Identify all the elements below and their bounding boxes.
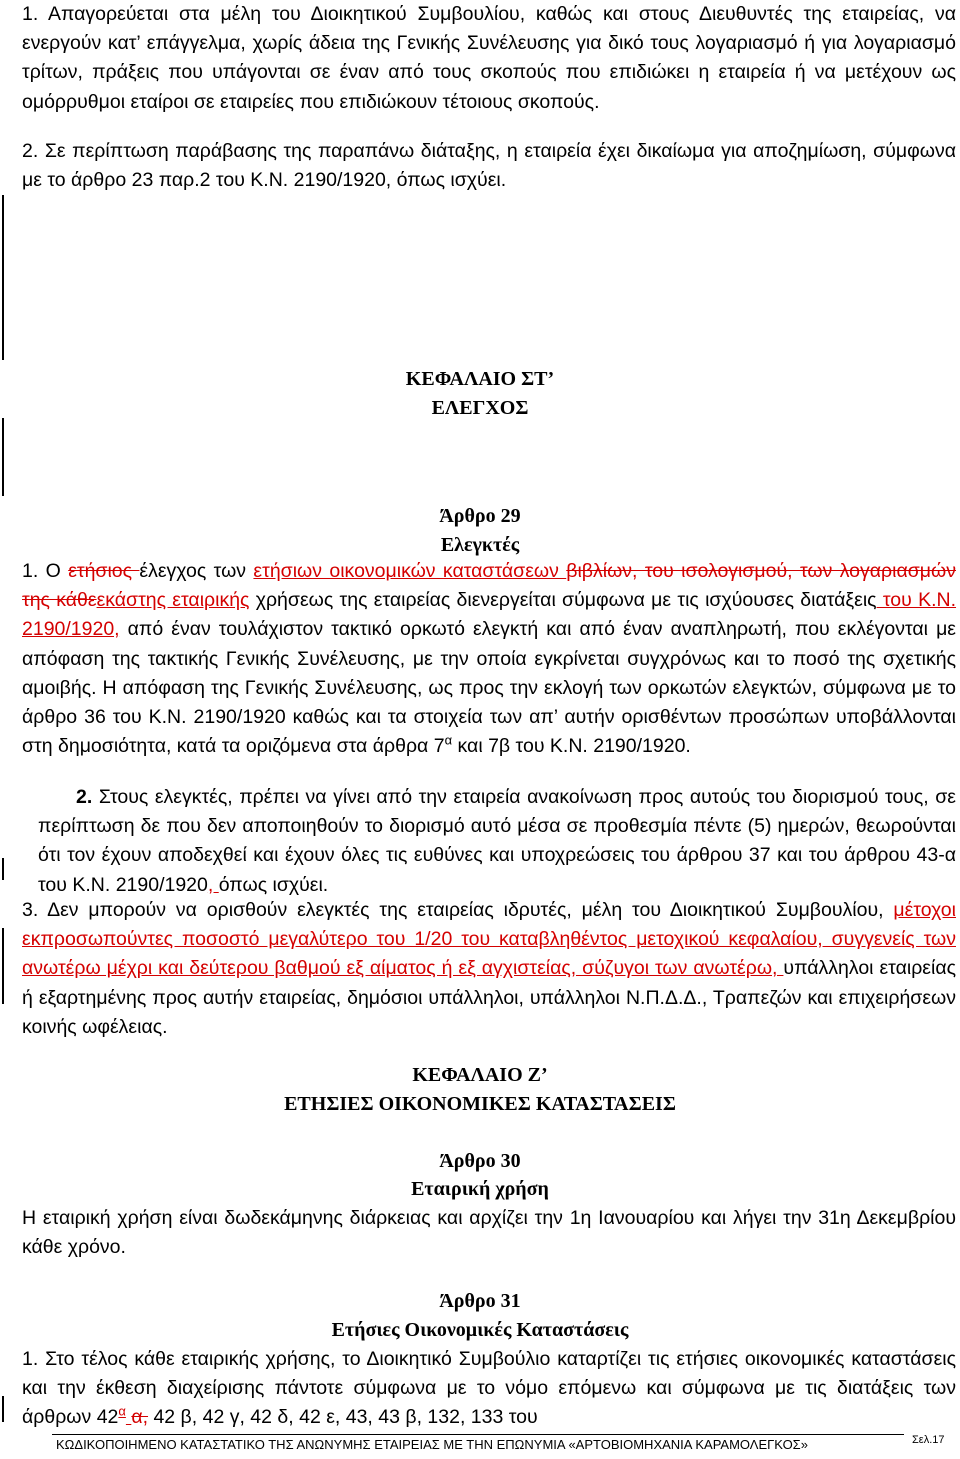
inserted-text: ετήσιων οικονομικών καταστάσεων: [253, 560, 567, 582]
inserted-text: ,: [207, 873, 219, 896]
article-30-title: Άρθρο 30: [439, 1150, 521, 1172]
paragraph-text: 2. Σε περίπτωση παράβασης της παραπάνω διάταξης, η εταιρεία έχει δικαίωμα για αποζημίωση, σύμφωνα με το άρθρο 23 παρ.2 του Κ.Ν. 2190/1920, όπως ισχύει.: [22, 140, 956, 192]
paragraph-text: 1. Απαγορεύεται στα μέλη του Διοικητικού Συμβουλίου, καθώς και στους Διευθυντές της εταιρείας, να ενεργούν κατ’ επάγγελμα, χωρίς άδεια της Γενικής Συνέλευσης για δικό τους λογαριασμό ή για λογαριασμό τρίτων, πράξεις που υπάγονται σε έναν από τους σκοπούς που επιδιώκει η εταιρεία ή να μετέχουν ως ομόρρυθμοι εταίροι σε εταιρείες που επιδιώκουν τέτοιους σκοπούς.: [22, 3, 956, 113]
inserted-text: μέτοχοι εκπροσωπούντες ποσοστό μεγαλύτερο του 1/20 του καταβληθέντος μετοχικού κεφαλαίου, συγγενείς των ανωτέρω μέχρι και δεύτερου βαθμού εξ αίματος ή εξ αγχιστείας, σύζυγοι των ανωτέρω,: [22, 899, 956, 980]
deleted-text: ετήσιος: [68, 560, 140, 582]
footer-divider: [52, 1434, 904, 1435]
revision-bar: [2, 858, 4, 880]
deleted-text: βιβλίων, του ισολογισμού, των λογαριασμών της κάθε: [22, 560, 956, 612]
inserted-text: εκάστης εταιρικής: [96, 589, 250, 612]
paragraph-compensation: [22, 137, 956, 195]
article-29-subtitle: Ελεγκτές: [440, 534, 520, 556]
chapter-6-title: ΚΕΦΑΛΑΙΟ ΣΤ’: [405, 368, 555, 390]
page-number: Σελ.17: [912, 1434, 945, 1446]
revision-bar: [2, 195, 4, 360]
footer-text: ΚΩΔΙΚΟΠΟΙΗΜΕΝΟ ΚΑΤΑΣΤΑΤΙΚΟ ΤΗΣ ΑΝΩΝΥΜΗΣ ΕΤΑΙΡΕΙΑΣ ΜΕ ΤΗΝ ΕΠΩΝΥΜΙΑ «ΑΡΤΟΒΙΟΜΗΧΑΝΙΑ ΚΑΡΑΜΟΛΕΓΚΟΣ»: [56, 1437, 808, 1452]
article-31-title: Άρθρο 31: [439, 1290, 521, 1312]
article-29-paragraph-3: 3. Δεν μπορούν να ορισθούν ελεγκτές της εταιρείας ιδρυτές, μέλη του Διοικητικού Συμβουλίου, μέτοχοι εκπροσωπούντες ποσοστό μεγαλύτερο του 1/20 του καταβληθέντος μετοχικού κεφαλαίου, συγγενείς των ανωτέρω μέχρι και δεύτερου βαθμού εξ αίματος ή εξ αγχιστείας, σύζυγοι των ανωτέρω, υπάλληλοι εταιρείας ή εξαρτημένης προς αυτήν εταιρείας, δημόσιοι υπάλληλοι, υπάλληλοι Ν.Π.Δ.Δ., Τραπεζών και επιχειρήσεων κοινής ωφέλειας.: [22, 899, 956, 1038]
chapter-7-subtitle: ΕΤΗΣΙΕΣ ΟΙΚΟΝΟΜΙΚΕΣ ΚΑΤΑΣΤΑΣΕΙΣ: [284, 1093, 676, 1115]
article-30-paragraph: Η εταιρική χρήση είναι δωδεκάμηνης διάρκειας και αρχίζει την 1η Ιανουαρίου και λήγει την 31η Δεκεμβρίου κάθε χρόνο.: [22, 1207, 956, 1259]
inserted-text: α: [118, 1403, 126, 1419]
deleted-text: α,: [131, 1406, 149, 1429]
article-29-paragraph-2: 2. Στους ελεγκτές, πρέπει να γίνει από την εταιρεία ανακοίνωση προς αυτούς του διορισμού τους, σε περίπτωση δε που δεν αποποιηθούν το διορισμό αυτό μέσα σε προθεσμία πέντε (5) ημερών, θεωρούνται ότι τον έχουν αποδεχθεί και έχουν όλες τις ευθύνες και υποχρεώσεις του άρθρου 37 και του άρθρου 43-α του Κ.Ν. 2190/1920, όπως ισχύει.: [38, 786, 956, 896]
revision-bar: [2, 928, 4, 1004]
inserted-text: του Κ.Ν. 2190/1920,: [22, 589, 957, 641]
revision-bar: [2, 418, 4, 496]
article-29-title: Άρθρο 29: [439, 505, 521, 527]
revision-bar: [2, 1396, 4, 1422]
article-29-paragraph-1: 1. Ο ετήσιος έλεγχος των ετήσιων οικονομικών καταστάσεων βιβλίων, του ισολογισμού, των λογαριασμών της κάθεεκάστης εταιρικής χρήσεως της εταιρείας διενεργείται σύμφωνα με τις ισχύουσες διατάξεις του Κ.Ν. 2190/1920, από έναν τουλάχιστον τακτικό ορκωτό ελεγκτή και από έναν αναπληρωτή, που εκλέγονται με απόφαση της τακτικής Γενικής Συνέλευσης, με την οποία εγκρίνεται συγχρόνως και το ποσό της σχετικής αμοιβής. Η απόφαση της Γενικής Συνέλευσης, ως προς την εκλογή των ορκωτών ελεγκτών, σύμφωνα με το άρθρο 36 του Κ.Ν. 2190/1920 καθώς και τα στοιχεία των απ’ αυτήν ορισθέντων προσώπων υποβάλλονται στη δημοσιότητα, κατά τα οριζόμενα στα άρθρα $7^\alpha$ και 7β του Κ.Ν. 2190/1920.: [22, 560, 957, 758]
article-31-paragraph-1: 1. Στο τέλος κάθε εταιρικής χρήσης, το Διοικητικό Συμβούλιο καταρτίζει τις ετήσιες οικονομικές καταστάσεις και την έκθεση διαχείρισης πάντοτε σύμφωνα με το νόμο επόμενω και σύμφωνα με τις διατάξεις των άρθρων $42^\alpha$ α, 42 β, 42 γ, 42 δ, 42 ε, 43, 43 β, 132, 133 του: [22, 1348, 956, 1429]
article-30-subtitle: Εταιρική χρήση: [411, 1178, 549, 1200]
chapter-7-title: ΚΕΦΑΛΑΙΟ Ζ’: [412, 1064, 548, 1086]
article-31-subtitle: Ετήσιες Οικονομικές Καταστάσεις: [331, 1319, 629, 1341]
paragraph-conflict-of-interest: [22, 0, 956, 117]
chapter-6-subtitle: ΕΛΕΓΧΟΣ: [431, 397, 529, 419]
